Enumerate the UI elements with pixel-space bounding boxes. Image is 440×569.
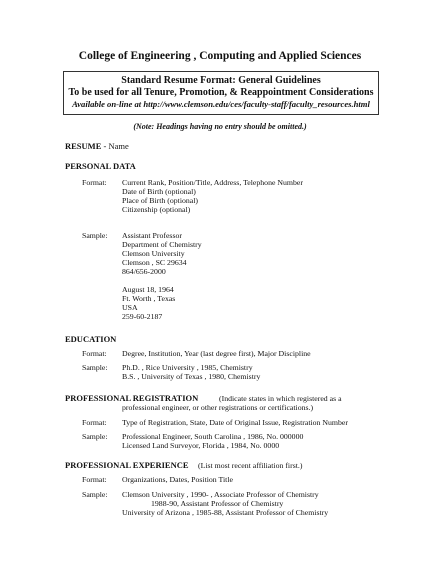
education-format-label: Format: bbox=[82, 349, 107, 358]
experience-sample-label: Sample: bbox=[82, 490, 108, 499]
education-heading: EDUCATION bbox=[65, 334, 117, 344]
registration-note-2 bbox=[122, 403, 313, 412]
education-format bbox=[122, 349, 311, 358]
registration-note-1 bbox=[219, 394, 342, 403]
personal-sample-line: Ft. Worth , Texas bbox=[122, 294, 176, 303]
personal-sample-line: Assistant Professor bbox=[122, 231, 182, 240]
registration-sample-label: Sample: bbox=[82, 432, 108, 441]
personal-sample-block bbox=[122, 231, 202, 276]
personal-format-block bbox=[122, 178, 303, 214]
personal-sample-line: 259-60-2187 bbox=[122, 312, 163, 321]
college-title: College of Engineering , Computing and Applied Sciences bbox=[78, 50, 362, 62]
experience-note bbox=[198, 461, 302, 470]
personal-sample-block-2 bbox=[122, 285, 175, 321]
education-sample-line: Ph.D. , Rice University , 1985, Chemistry bbox=[122, 363, 253, 372]
personal-format-label: Format: bbox=[82, 178, 107, 187]
omit-note: (Note: Headings having no entry should be omitted.) bbox=[133, 122, 307, 131]
education-format-text: Degree, Institution, Year (last degree first), Major Discipline bbox=[122, 349, 311, 358]
registration-format bbox=[122, 418, 348, 427]
guidelines-url: Available on-line at http://www.clemson.edu/ces/faculty-staff/faculty_resources.html bbox=[72, 99, 370, 109]
personal-sample-line: Clemson University bbox=[122, 249, 185, 258]
experience-heading: PROFESSIONAL EXPERIENCE bbox=[65, 460, 189, 470]
resume-heading bbox=[65, 141, 129, 151]
registration-sample-line: Professional Engineer, South Carolina , 1986, No. 000000 bbox=[122, 432, 304, 441]
registration-heading: PROFESSIONAL REGISTRATION bbox=[65, 393, 199, 403]
experience-sample-block bbox=[122, 490, 328, 517]
experience-format-label: Format: bbox=[82, 475, 107, 484]
experience-sample-line: Clemson University , 1990- , Associate Professor of Chemistry bbox=[122, 490, 319, 499]
personal-format-line: Citizenship (optional) bbox=[122, 205, 191, 214]
experience-format-text: Organizations, Dates, Position Title bbox=[122, 475, 233, 484]
personal-sample-label: Sample: bbox=[82, 231, 108, 240]
guidelines-title: Standard Resume Format: General Guidelines bbox=[121, 75, 321, 86]
guidelines-box bbox=[63, 71, 379, 115]
personal-heading: PERSONAL DATA bbox=[65, 161, 136, 171]
registration-format-text: Type of Registration, State, Date of Original Issue, Registration Number bbox=[122, 418, 348, 427]
education-sample-block bbox=[122, 363, 260, 381]
personal-sample-line: USA bbox=[122, 303, 138, 312]
personal-format-line: Date of Birth (optional) bbox=[122, 187, 196, 196]
personal-format-line: Current Rank, Position/Title, Address, Telephone Number bbox=[122, 178, 303, 187]
personal-sample-line: Clemson , SC 29634 bbox=[122, 258, 187, 267]
experience-format bbox=[122, 475, 233, 484]
resume-label: RESUME bbox=[65, 141, 102, 151]
registration-note-text: (Indicate states in which registered as a bbox=[219, 394, 342, 403]
registration-sample-block bbox=[122, 432, 303, 450]
experience-sample-line: 1988-90, Assistant Professor of Chemistry bbox=[151, 499, 284, 508]
experience-sample-line: University of Arizona , 1985-88, Assistant Professor of Chemistry bbox=[122, 508, 329, 517]
personal-sample-line: August 18, 1964 bbox=[122, 285, 174, 294]
registration-format-label: Format: bbox=[82, 418, 107, 427]
personal-sample-line: Department of Chemistry bbox=[122, 240, 202, 249]
education-sample-label: Sample: bbox=[82, 363, 108, 372]
guidelines-subtitle: To be used for all Tenure, Promotion, & Reappointment Considerations bbox=[68, 87, 374, 98]
personal-format-line: Place of Birth (optional) bbox=[122, 196, 199, 205]
registration-note-text: professional engineer, or other registrations or certifications.) bbox=[122, 403, 314, 412]
personal-sample-line: 864/656-2000 bbox=[122, 267, 166, 276]
registration-sample-line: Licensed Land Surveyor, Florida , 1984, No. 0000 bbox=[122, 441, 280, 450]
experience-note-text: (List most recent affiliation first.) bbox=[198, 461, 303, 470]
education-sample-line: B.S. , University of Texas , 1980, Chemistry bbox=[122, 372, 261, 381]
resume-suffix: - Name bbox=[101, 141, 129, 151]
